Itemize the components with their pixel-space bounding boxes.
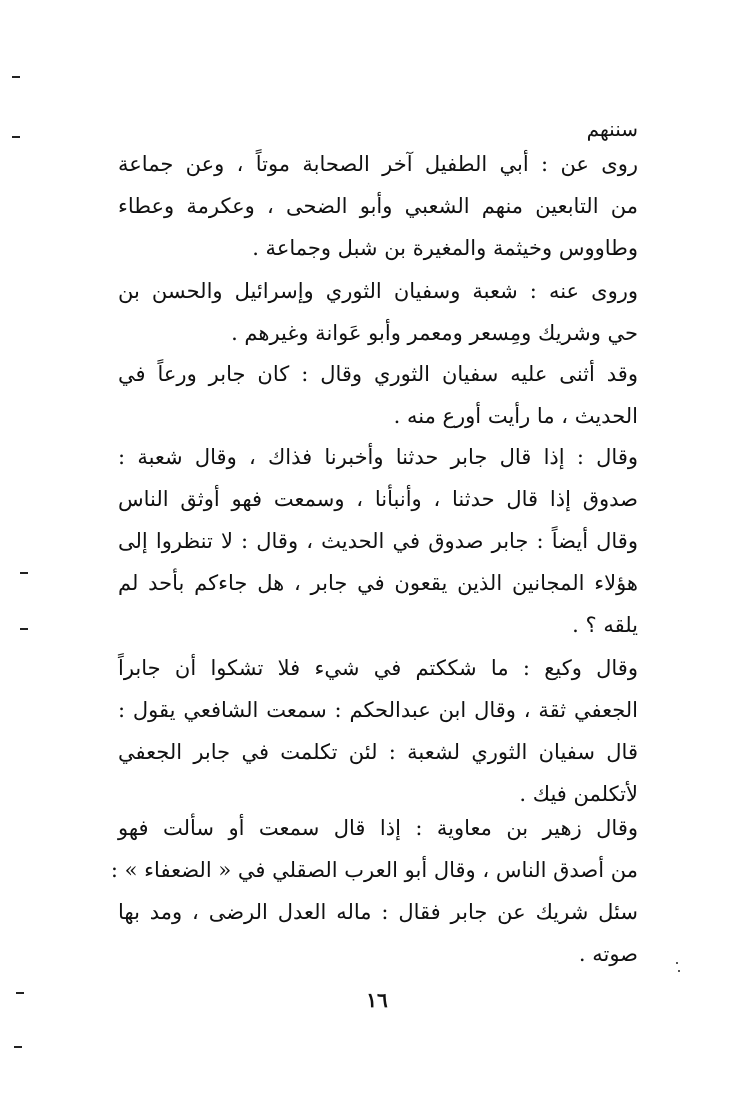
margin-mark	[12, 76, 20, 78]
margin-mark	[20, 628, 28, 630]
running-header: سننهم	[586, 117, 638, 141]
margin-mark	[12, 136, 20, 138]
text-line: حي وشريك ومِسعر ومعمر وأبو عَوانة وغيرهم .	[231, 321, 638, 345]
paragraph-narrated-by	[118, 270, 638, 354]
text-line: وقد أثنى عليه سفيان الثوري وقال : كان جابر ورعاً في	[118, 362, 638, 386]
text-line: صوته .	[578, 942, 638, 966]
text-line: لأتكلمن فيك .	[519, 782, 638, 806]
text-line: صدوق إذا قال حدثنا ، وأنبأنا ، وسمعت فهو أوثق الناس	[118, 487, 638, 511]
margin-mark	[16, 992, 24, 994]
text-line: من أصدق الناس ، وقال أبو العرب الصقلي في « الضعفاء » :	[110, 858, 638, 882]
text-line: وروى عنه : شعبة وسفيان الثوري وإسرائيل والحسن بن	[118, 279, 638, 303]
text-line: وقال أيضاً : جابر صدوق في الحديث ، وقال : لا تنظروا إلى	[118, 529, 638, 553]
paragraph-zuhair-statement	[110, 807, 638, 975]
margin-mark	[14, 1046, 22, 1048]
scan-speck	[678, 970, 680, 972]
text-line: سئل شريك عن جابر فقال : ماله العدل الرضى ، ومد بها	[118, 900, 638, 924]
paragraph-waki-statement	[118, 647, 638, 815]
text-line: الجعفي ثقة ، وقال ابن عبدالحكم : سمعت الشافعي يقول :	[118, 698, 638, 722]
text-line: قال سفيان الثوري لشعبة : لئن تكلمت في جابر الجعفي	[118, 740, 638, 764]
text-line: يلقه ؟ .	[572, 613, 638, 637]
scan-speck	[676, 962, 678, 964]
text-line: الحديث ، ما رأيت أورع منه .	[393, 404, 638, 428]
margin-mark	[20, 572, 28, 574]
text-line: من التابعين منهم الشعبي وأبو الضحى ، وعكرمة وعطاء	[118, 194, 638, 218]
text-line: وقال زهير بن معاوية : إذا قال سمعت أو سألت فهو	[118, 816, 638, 840]
text-line: وقال : إذا قال جابر حدثنا وأخبرنا فذاك ، وقال شعبة :	[118, 445, 638, 469]
text-line: وقال وكيع : ما شككتم في شيء فلا تشكوا أن جابراً	[118, 656, 638, 680]
paragraph-praise-sufyan	[118, 353, 638, 437]
paragraph-narrated-from	[118, 143, 638, 269]
text-line: روى عن : أبي الطفيل آخر الصحابة موتاً ، وعن جماعة	[118, 152, 638, 176]
paragraph-shuba-statement	[118, 436, 638, 646]
page-number: ١٦	[366, 988, 388, 1012]
text-line: هؤلاء المجانين الذين يقعون في جابر ، هل جاءكم بأحد لم	[118, 571, 638, 595]
text-line: وطاووس وخيثمة والمغيرة بن شبل وجماعة .	[252, 236, 638, 260]
